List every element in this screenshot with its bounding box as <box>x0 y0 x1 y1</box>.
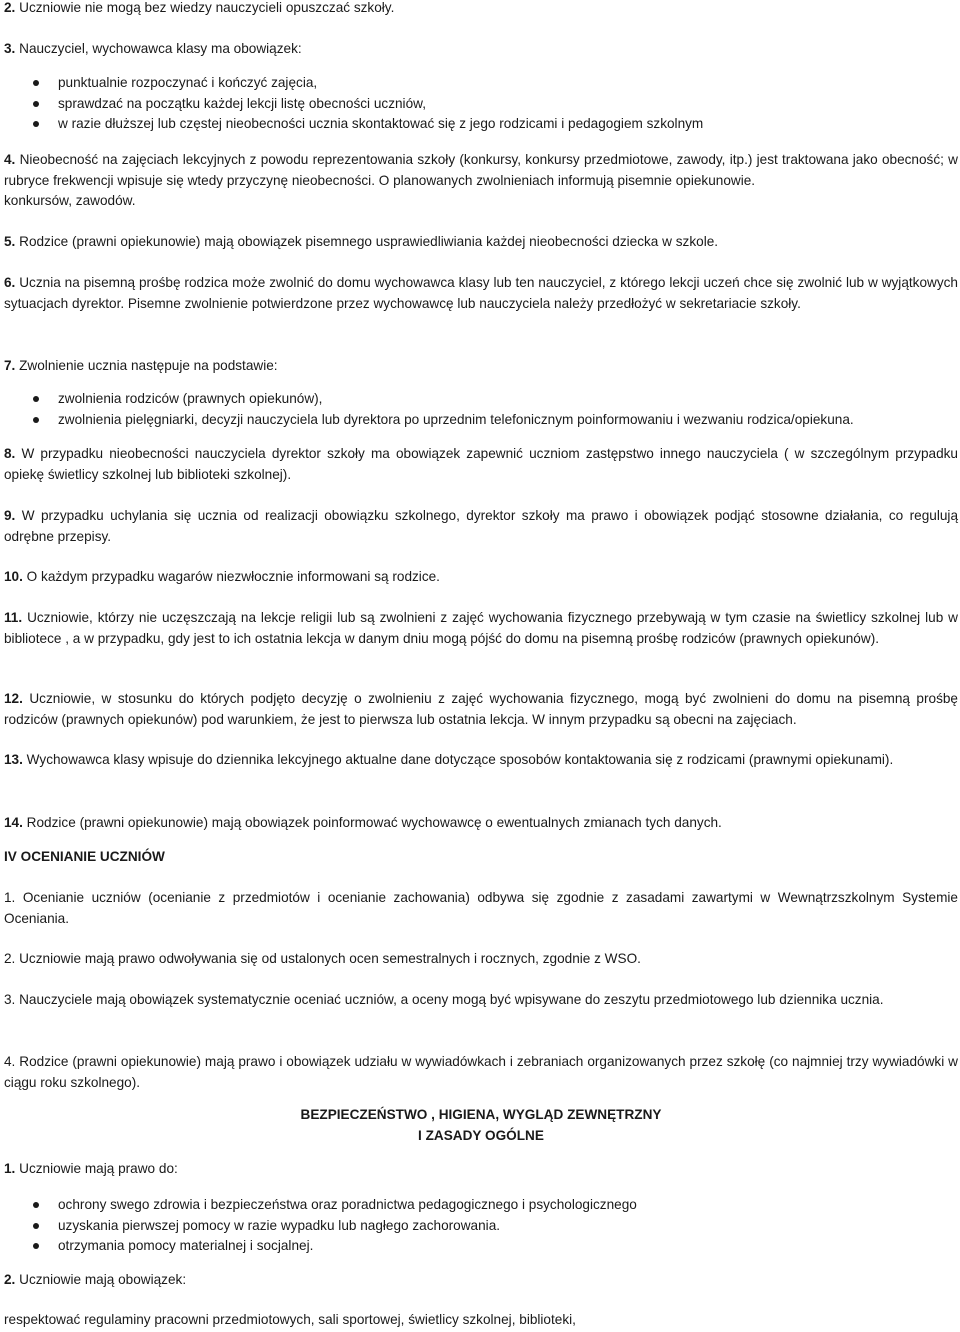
rule-12 <box>4 689 958 730</box>
rule-text: Ucznia na pisemną prośbę rodzica może zwolnić do domu wychowawca klasy lub ten nauczyciel, z którego lekcji uczeń chce się zwolnić lub w wyjątkowych sytuacjach dyrektor. Pisemne zwolnienie potwierdzone przez wychowawcę lub nauczyciela należy przedłożyć w sekretariacie szkoły. <box>4 275 958 311</box>
rule-number: 10. <box>4 569 23 584</box>
section5-last-line: respektować regulaminy pracowni przedmiotowych, sali sportowej, świetlicy szkolnej, biblioteki, <box>4 1312 576 1327</box>
rule-6 <box>4 273 958 314</box>
rule-text: Nieobecność na zajęciach lekcyjnych z powodu reprezentowania szkoły (konkursy, konkursy przedmiotowe, zawody, itp.) jest traktowana jako obecność; w rubryce frekwencji wpisuje się wtedy przyczynę nieobecności. O planowanych zwolnieniach informują pisemnie opiekunowie. <box>4 152 958 188</box>
list-item: sprawdzać na początku każdej lekcji listę obecności uczniów, <box>4 94 958 115</box>
rule-text: W przypadku uchylania się ucznia od realizacji obowiązku szkolnego, dyrektor szkoły ma prawo i obowiązek podjąć stosowne działania, co regulują odrębne przepisy. <box>4 508 958 544</box>
rule-3-list <box>4 73 958 135</box>
rule-number: 1. <box>4 1161 16 1176</box>
section5-list <box>4 1195 958 1257</box>
rule-13 <box>4 750 958 771</box>
rule-text: O każdym przypadku wagarów niezwłocznie informowani są rodzice. <box>22 569 440 584</box>
rule-number: 6. <box>4 275 16 290</box>
rule-text: Uczniowie mają prawo do: <box>15 1161 178 1176</box>
rule-number: 9. <box>4 508 16 523</box>
rule-7-list <box>4 389 958 430</box>
section5-item-2 <box>4 1270 958 1291</box>
bullet-icon <box>33 80 39 86</box>
rule-number: 3. <box>4 41 16 56</box>
rule-number: 5. <box>4 234 16 249</box>
rule-text: Zwolnienie ucznia następuje na podstawie: <box>15 358 278 373</box>
rule-8 <box>4 444 958 485</box>
rule-text: W przypadku nieobecności nauczyciela dyrektor szkoły ma obowiązek zapewnić uczniom zastępstwo innego nauczyciela ( w szczególnym przypadku opiekę świetlicy szkolnej lub biblioteki szkolnej). <box>4 446 958 482</box>
bullet-icon <box>33 1223 39 1229</box>
rule-number: 4. <box>4 152 16 167</box>
list-item: zwolnienia pielęgniarki, decyzji nauczyciela lub dyrektora po uprzednim telefonicznym poinformowaniu i wezwaniu rodzica/opiekuna. <box>4 410 958 431</box>
rule-text: Nauczyciel, wychowawca klasy ma obowiązek: <box>15 41 302 56</box>
rule-number: 8. <box>4 446 16 461</box>
rule-9 <box>4 506 958 547</box>
rule-number: 2. <box>4 0 16 15</box>
rule-7 <box>4 356 958 377</box>
list-item: zwolnienia rodziców (prawnych opiekunów), <box>4 389 958 410</box>
list-item: uzyskania pierwszej pomocy w razie wypadku lub nagłego zachorowania. <box>4 1216 958 1237</box>
list-item: otrzymania pomocy materialnej i socjalnej. <box>4 1236 958 1257</box>
bullet-icon <box>33 396 39 402</box>
list-item: w razie dłuższej lub częstej nieobecności ucznia skontaktować się z jego rodzicami i pedagogiem szkolnym <box>4 114 958 135</box>
rule-number: 14. <box>4 815 23 830</box>
rule-5 <box>4 232 958 253</box>
section5-item-1 <box>4 1159 958 1180</box>
rule-text: Rodzice (prawni opiekunowie) mają obowiązek pisemnego usprawiedliwiania każdej nieobecności dziecka w szkole. <box>15 234 719 249</box>
list-item: ochrony swego zdrowia i bezpieczeństwa oraz poradnictwa pedagogicznego i psychologicznego <box>4 1195 958 1216</box>
bullet-icon <box>33 121 39 127</box>
bullet-icon <box>33 101 39 107</box>
rule-10 <box>4 567 958 588</box>
rule-text: Uczniowie mają obowiązek: <box>15 1272 187 1287</box>
section4-para: 1. Ocenianie uczniów (ocenianie z przedmiotów i ocenianie zachowania) odbywa się zgodnie z zasadami zawartymi w Wewnątrzszkolnym Systemie Oceniania. <box>4 890 958 926</box>
rule-text: Wychowawca klasy wpisuje do dziennika lekcyjnego aktualne dane dotyczące sposobów kontaktowania się z rodzicami (prawnymi opiekunami). <box>22 752 894 767</box>
rule-3 <box>4 39 958 60</box>
section4-para: 4. Rodzice (prawni opiekunowie) mają prawo i obowiązek udziału w wywiadówkach i zebraniach organizowanych przez szkołę (co najmniej trzy wywiadówki w ciągu roku szkolnego). <box>4 1054 958 1090</box>
rule-11 <box>4 608 958 649</box>
section-heading: IV OCENIANIE UCZNIÓW <box>4 849 165 864</box>
rule-number: 11. <box>4 610 23 625</box>
rule-number: 2. <box>4 1272 16 1287</box>
rule-text: Uczniowie, w stosunku do których podjęto decyzję o zwolnieniu z zajęć wychowania fizycznego, mogą być zwolnieni do domu na pisemną prośbę rodziców (prawnych opiekunów) pod warunkiem, że jest to pierwsza lub ostatnia lekcja. W innym przypadku są obecni na zajęciach. <box>4 691 958 727</box>
section4-para: 3. Nauczyciele mają obowiązek systematycznie oceniać uczniów, a oceny mogą być wpisywane do zeszytu przedmiotowego lub dziennika ucznia. <box>4 992 884 1007</box>
section-heading: BEZPIECZEŃSTWO , HIGIENA, WYGLĄD ZEWNĘTRZNY I ZASADY OGÓLNE <box>300 1107 662 1143</box>
section4-para: 2. Uczniowie mają prawo odwoływania się od ustalonych ocen semestralnych i rocznych, zgodnie z WSO. <box>4 951 641 966</box>
rule-number: 13. <box>4 752 23 767</box>
bullet-icon <box>33 1243 39 1249</box>
list-item: punktualnie rozpoczynać i kończyć zajęcia, <box>4 73 958 94</box>
rule-text: Uczniowie nie mogą bez wiedzy nauczycieli opuszczać szkoły. <box>15 0 395 15</box>
bullet-icon <box>33 417 39 423</box>
rule-number: 12. <box>4 691 23 706</box>
rule-14 <box>4 813 958 834</box>
rule-text: Uczniowie, którzy nie uczęszczają na lekcje religii lub są zwolnieni z zajęć wychowania fizycznego przebywają w tym czasie na świetlicy szkolnej lub w bibliotece , a w przypadku, gdy jest to ich ostatnia lekcja w danym dniu mogą pójść do domu na pisemną prośbę rodziców (prawnych opiekunów). <box>4 610 958 646</box>
rule-2 <box>4 0 958 19</box>
rule-text-extra: konkursów, zawodów. <box>4 193 136 209</box>
rule-number: 7. <box>4 358 16 373</box>
rule-text: Rodzice (prawni opiekunowie) mają obowiązek poinformować wychowawcę o ewentualnych zmianach tych danych. <box>22 815 722 830</box>
bullet-icon <box>33 1202 39 1208</box>
rule-4 <box>4 150 958 212</box>
